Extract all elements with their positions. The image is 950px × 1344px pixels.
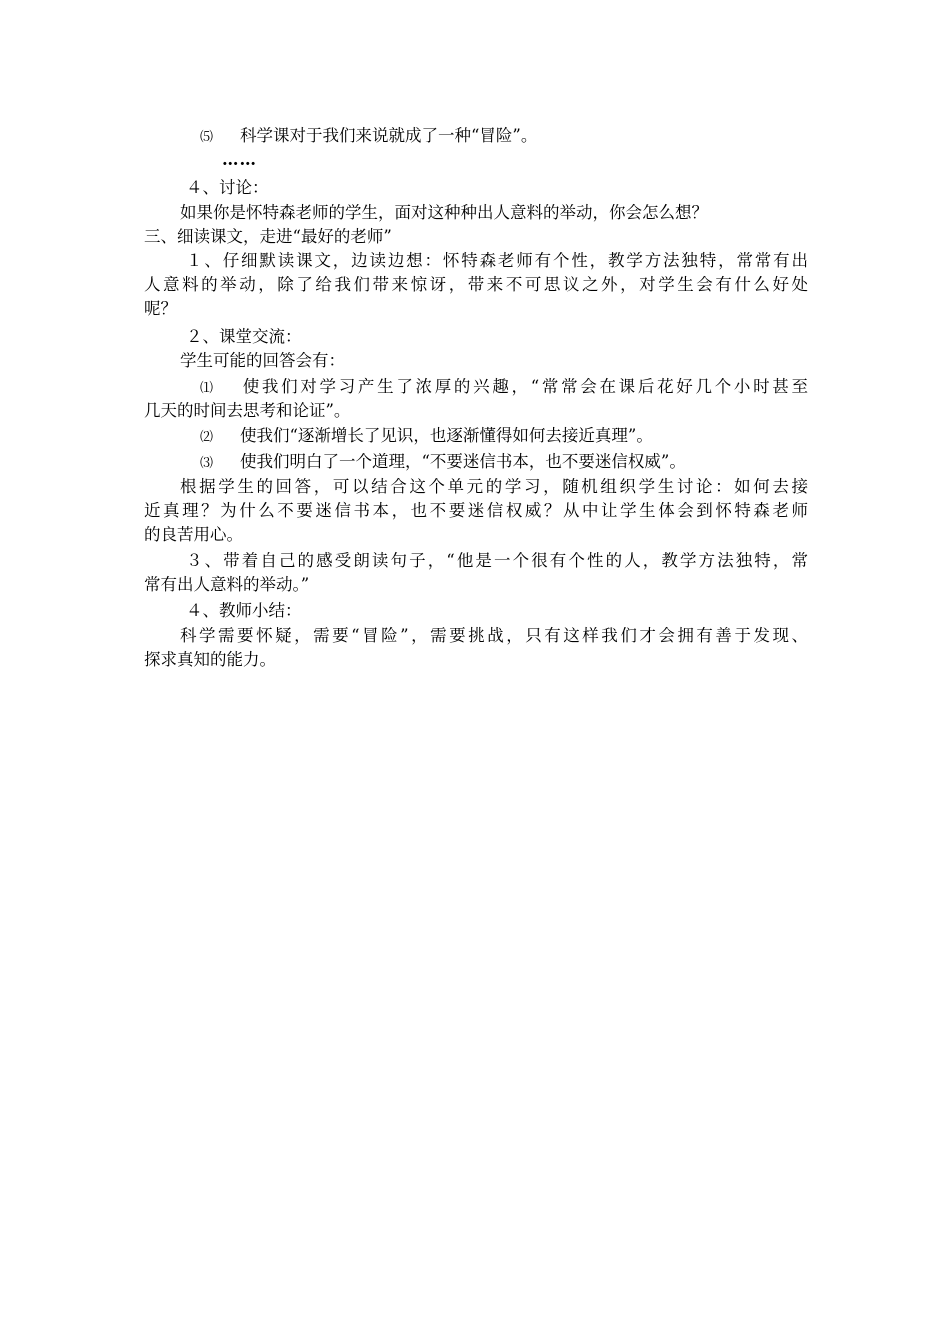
paragraph-text: 根据学生的回答，可以结合这个单元的学习，随机组织学生讨论：如何去接 <box>180 477 808 496</box>
list-marker: ⑵ <box>200 430 214 445</box>
section-heading-3: 三、细读课文，走进“最好的老师” <box>144 227 392 246</box>
list-marker: ⑴ <box>200 381 214 396</box>
paragraph-text: 人意料的举动，除了给我们带来惊讶，带来不可思议之外，对学生会有什么好处 <box>144 275 808 294</box>
section-heading-summary: ４、教师小结： <box>186 601 302 620</box>
list-item-1 <box>200 375 808 401</box>
section-heading-discussion: ４、讨论： <box>186 178 269 197</box>
paragraph-text: 呢？ <box>144 299 177 318</box>
paragraph-text: 近真理？为什么不要迷信书本，也不要迷信权威？从中让学生体会到怀特森老师 <box>144 501 808 520</box>
list-marker: ⑸ <box>200 130 214 145</box>
list-item-5 <box>200 124 864 150</box>
paragraph-text: 常有出人意料的举动。” <box>144 575 310 594</box>
section-heading-classroom: ２、课堂交流： <box>186 327 302 346</box>
ellipsis: …… <box>222 150 257 169</box>
paragraph-text: ３、带着自己的感受朗读句子，“他是一个很有个性的人，教学方法独特，常 <box>186 551 808 570</box>
paragraph-text: 几天的时间去思考和论证”。 <box>144 401 351 420</box>
paragraph-text: 学生可能的回答会有： <box>180 351 345 370</box>
paragraph-text: 的良苦用心。 <box>144 525 243 544</box>
paragraph-text: 科学需要怀疑，需要“冒险”，需要挑战，只有这样我们才会拥有善于发现、 <box>180 626 808 645</box>
paragraph-text: 使我们明白了一个道理，“不要迷信书本，也不要迷信权威”。 <box>240 452 686 471</box>
list-item-3 <box>200 450 864 476</box>
paragraph-text: 使我们对学习产生了浓厚的兴趣，“常常会在课后花好几个小时甚至 <box>240 377 808 396</box>
paragraph-text: １、仔细默读课文，边读边想：怀特森老师有个性，教学方法独特，常常有出 <box>186 251 808 270</box>
paragraph-text: 使我们“逐渐增长了见识，也逐渐懂得如何去接近真理”。 <box>240 426 653 445</box>
list-marker: ⑶ <box>200 456 214 471</box>
paragraph-text: 探求真知的能力。 <box>144 650 276 669</box>
list-item-2 <box>200 424 864 450</box>
paragraph-text: 如果你是怀特森老师的学生，面对这种种出人意料的举动，你会怎么想？ <box>180 203 708 222</box>
paragraph-text: 科学课对于我们来说就成了一种“冒险”。 <box>240 126 538 145</box>
